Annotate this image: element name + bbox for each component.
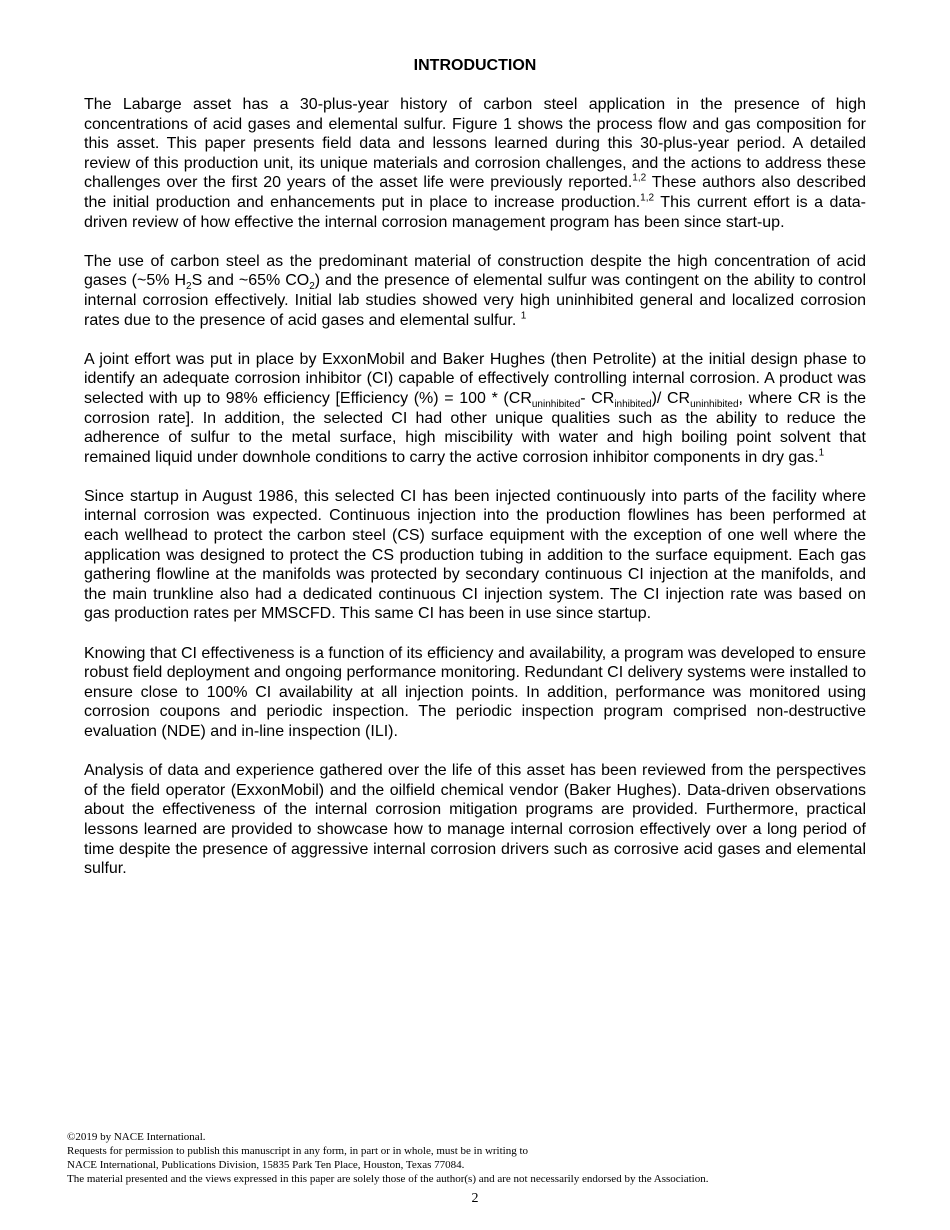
paragraph-4: Since startup in August 1986, this selected CI has been injected continuously into parts of the facility where internal corrosion was expected. Continuous injection into the production flowlines has been performed at each wellhead to protect the carbon steel (CS) surface equipment with the exception of one well where the application was designed to protect the CS production tubing in addition to the surface equipment. Each gas gathering flowline at the manifolds was protected by secondary continuous CI injection at the manifolds, and the main trunkline also had a dedicated continuous CI injection system. The CI injection rate was based on gas production rates per MMSCFD. This same CI has been in use since startup. — [84, 487, 866, 623]
paragraph-2-text-a: The use of carbon steel as the predominant material of construction despite the high concentration of acid gases (~5% H — [84, 252, 866, 290]
paragraph-3-text-c: )/ CR — [651, 389, 691, 407]
paragraph-5: Knowing that CI effectiveness is a function of its efficiency and availability, a program was developed to ensure robust field deployment and ongoing performance monitoring. Redundant CI delivery systems were installed to ensure close to 100% CI availability at all injection points. In addition, performance was monitored using corrosion coupons and periodic inspection. The periodic inspection program comprised non-destructive evaluation (NDE) and in-line inspection (ILI). — [84, 644, 866, 740]
paragraph-3-text-b: - CR — [580, 389, 615, 407]
subscript: 2 — [309, 281, 315, 293]
reference-citation: 1 — [520, 310, 527, 322]
paragraph-2 — [84, 252, 866, 330]
publisher-address: NACE International, Publications Division, 15835 Park Ten Place, Houston, Texas 77084. — [67, 1159, 465, 1171]
subscript: uninhibited — [690, 399, 739, 411]
copyright-notice: ©2019 by NACE International. — [67, 1131, 206, 1143]
reference-citation: 1 — [818, 447, 825, 459]
paragraph-2-text-b: S and ~65% CO — [191, 272, 310, 290]
subscript: inhibited — [614, 399, 652, 411]
paragraph-1-text-b: These authors also described the initial production and enhancements put in place to increase production. — [84, 174, 866, 211]
paragraph-1 — [84, 95, 866, 232]
subscript: uninhibited — [531, 399, 581, 411]
paragraph-3-text-d: , where CR is the corrosion rate]. In addition, the selected CI had other unique qualities such as the ability to reduce the adherence of sulfur to the metal surface, high miscibility with water and high boiling point solvent that remained liquid under downhole conditions to carry the active corrosion inhibitor components in dry gas. — [84, 389, 866, 466]
paragraph-3 — [84, 350, 866, 468]
paragraph-1-text-a: The Labarge asset has a 30-plus-year history of carbon steel application in the presence of high concentrations of acid gases and elemental sulfur. Figure 1 shows the process flow and gas composition for this asset. This paper presents field data and lessons learned during this 30-plus-year period. A detailed review of this production unit, its unique materials and corrosion challenges, and the actions to address these challenges over the first 20 years of the asset life were previously reported. — [84, 96, 866, 192]
paragraph-6: Analysis of data and experience gathered over the life of this asset has been reviewed from the perspectives of the field operator (ExxonMobil) and the oilfield chemical vendor (Baker Hughes). Data-driven observations about the effectiveness of the internal corrosion mitigation programs are provided. Furthermore, practical lessons learned are provided to showcase how to manage internal corrosion effectively over a long period of time despite the presence of aggressive internal corrosion drivers such as corrosive acid gases and elemental sulfur. — [84, 762, 866, 878]
body-text — [84, 95, 866, 898]
paragraph-3-text-a: A joint effort was put in place by ExxonMobil and Baker Hughes (then Petrolite) at the initial design phase to identify an adequate corrosion inhibitor (CI) capable of effectively controlling internal corrosion. A product was selected with up to 98% efficiency [Efficiency (%) = 100 * (CR — [84, 350, 866, 407]
page-number: 2 — [471, 1191, 479, 1206]
paragraph-2-text-c: ) and the presence of elemental sulfur was contingent on the ability to control internal corrosion effectively. Initial lab studies showed very high uninhibited general and localized corrosion rates due to the presence of acid gases and elemental sulfur. — [84, 272, 867, 329]
disclaimer: The material presented and the views expressed in this paper are solely those of the author(s) and are not necessarily endorsed by the Association. — [67, 1173, 709, 1185]
reference-citation: 1,2 — [640, 192, 655, 204]
section-heading: INTRODUCTION — [413, 57, 537, 74]
page-footer — [67, 1130, 887, 1186]
subscript: 2 — [186, 281, 192, 293]
reference-citation: 1,2 — [632, 173, 647, 185]
permission-notice: Requests for permission to publish this manuscript in any form, in part or in whole, must be in writing to — [67, 1145, 529, 1157]
paragraph-1-text-c: This current effort is a data-driven review of how effective the internal corrosion management program has been since start-up. — [84, 193, 866, 231]
